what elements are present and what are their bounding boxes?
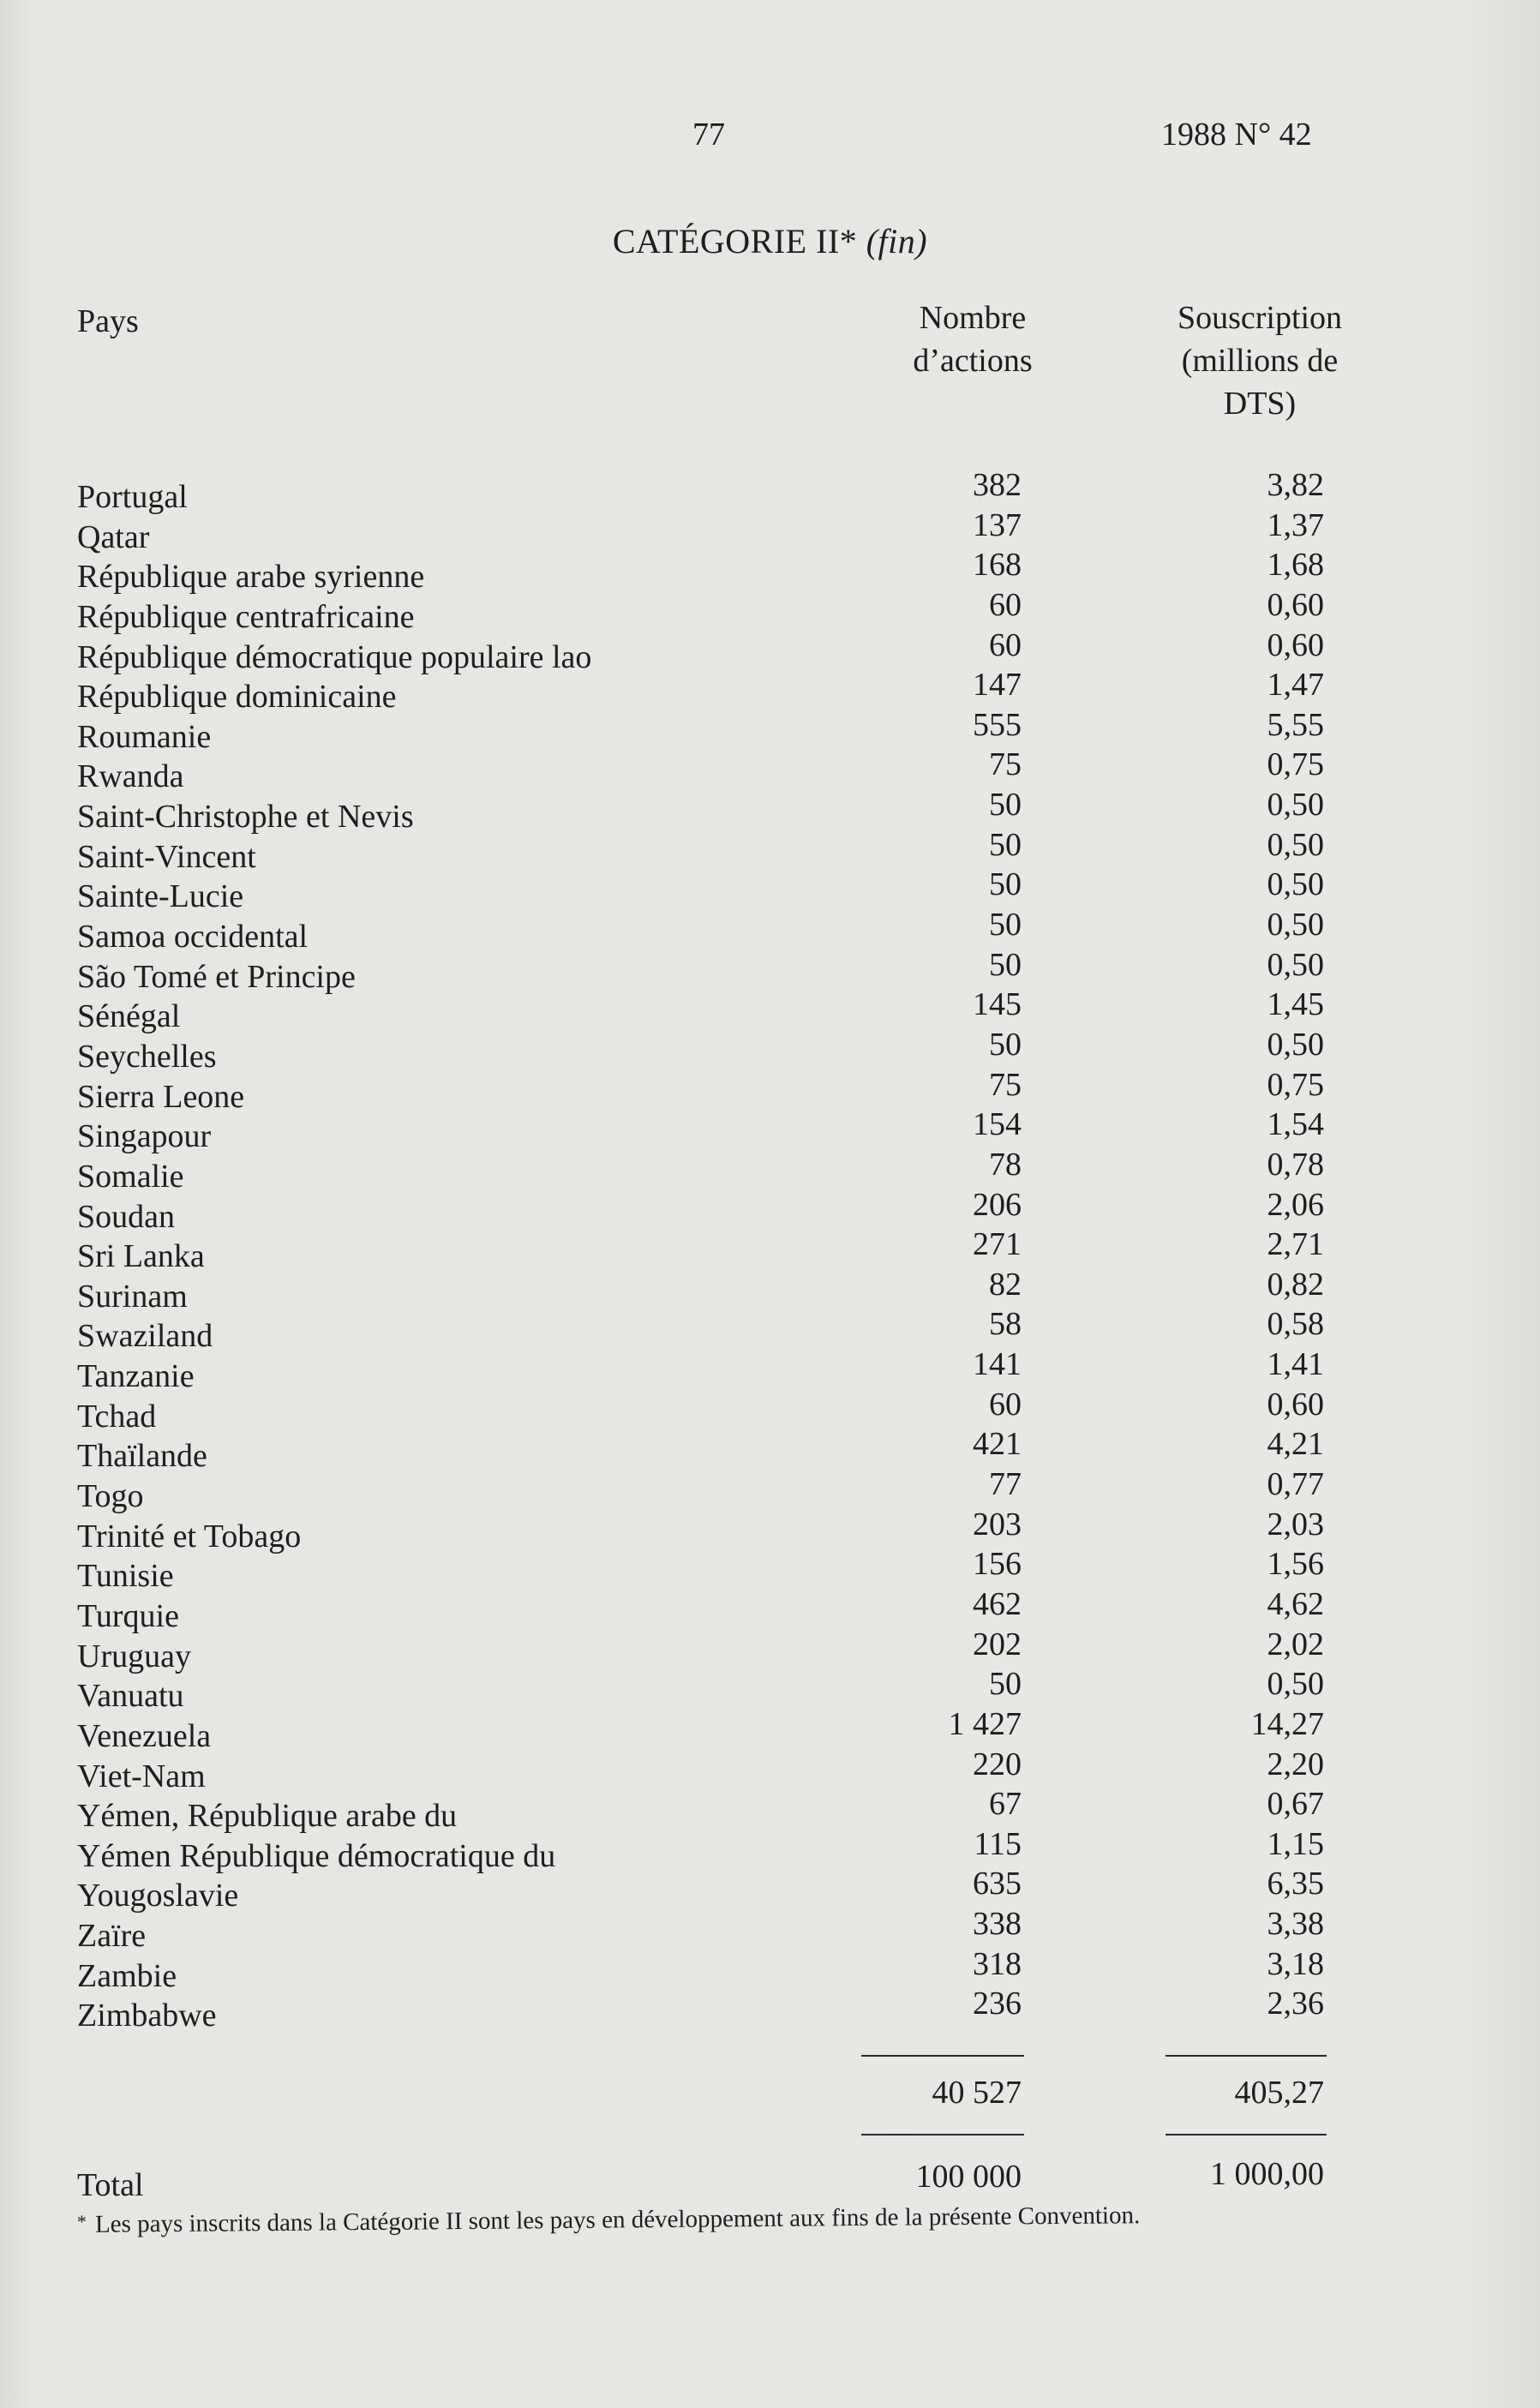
subscription-value: 0,50 (1267, 907, 1324, 943)
shares-value: 60 (989, 626, 1022, 663)
footnote (77, 2201, 1141, 2239)
column-header-subscription-line1: Souscription (1177, 300, 1343, 336)
shares-value: 202 (973, 1626, 1022, 1662)
subscription-value: 2,02 (1267, 1626, 1324, 1662)
country-name: Singapour (77, 1118, 212, 1155)
country-name: Tchad (77, 1398, 157, 1435)
shares-value: 78 (989, 1146, 1022, 1183)
section-title-sub: (fin) (866, 222, 928, 261)
subtotal-subscription: 405,27 (1234, 2075, 1324, 2111)
subscription-value: 3,82 (1267, 467, 1324, 503)
country-name: Saint-Vincent (77, 838, 256, 875)
country-name: République arabe syrienne (77, 559, 425, 596)
subscription-value: 0,75 (1267, 1066, 1324, 1103)
footnote-text: Les pays inscrits dans la Catégorie II sont les pays en développement aux fins de la présente Convention. (94, 2201, 1141, 2238)
subscription-value: 3,38 (1267, 1906, 1324, 1943)
country-name: Yémen République démocratique du (77, 1837, 556, 1874)
country-name: Samoa occidental (77, 919, 309, 955)
subscription-value: 0,60 (1267, 626, 1324, 663)
subscription-value: 0,77 (1267, 1466, 1324, 1503)
subscription-value: 14,27 (1250, 1705, 1324, 1742)
country-name: Vanuatu (77, 1678, 184, 1715)
shares-value: 206 (973, 1186, 1022, 1223)
shares-value: 67 (989, 1786, 1022, 1823)
subscription-value: 0,60 (1267, 1386, 1324, 1423)
country-name: Surinam (77, 1278, 188, 1315)
shares-value: 58 (989, 1306, 1022, 1343)
column-header-subscription-line3: DTS) (1223, 386, 1297, 422)
country-name: Qatar (77, 518, 150, 555)
country-name: Seychelles (77, 1038, 217, 1075)
country-name: Yougoslavie (77, 1878, 239, 1914)
country-name: Somalie (77, 1158, 184, 1195)
total-shares: 100 000 (915, 2159, 1022, 2195)
country-name: Sainte-Lucie (77, 878, 244, 915)
shares-value: 156 (973, 1546, 1022, 1583)
subscription-value: 2,71 (1267, 1226, 1324, 1263)
country-name: Yémen, République arabe du (77, 1798, 458, 1835)
table-row (0, 1986, 1540, 2037)
subscription-value: 0,50 (1267, 866, 1324, 903)
section-title (0, 221, 1540, 261)
total-label: Total (77, 2167, 144, 2203)
subscription-value: 2,36 (1267, 1986, 1324, 2022)
country-name: Turquie (77, 1597, 179, 1634)
total-subscription: 1 000,00 (1210, 2156, 1324, 2192)
shares-value: 50 (989, 787, 1022, 824)
subscription-value: 5,55 (1267, 706, 1324, 743)
shares-value: 60 (989, 1386, 1022, 1423)
shares-value: 50 (989, 866, 1022, 903)
country-name: Tanzanie (77, 1358, 195, 1395)
shares-value: 318 (973, 1945, 1022, 1982)
shares-value: 168 (973, 547, 1022, 584)
shares-value: 75 (989, 746, 1022, 783)
shares-value: 236 (973, 1986, 1022, 2022)
country-name: Swaziland (77, 1318, 213, 1355)
country-name: Trinité et Tobago (77, 1518, 302, 1554)
subscription-value: 0,50 (1267, 1026, 1324, 1063)
country-table (0, 467, 1540, 2037)
shares-value: 338 (973, 1906, 1022, 1943)
section-title-main: CATÉGORIE II* (612, 222, 858, 261)
shares-value: 77 (989, 1466, 1022, 1503)
country-name: République centrafricaine (77, 598, 415, 635)
subscription-value: 1,37 (1267, 506, 1324, 543)
country-name: Portugal (77, 479, 188, 515)
shares-value: 50 (989, 1026, 1022, 1063)
subscription-value: 0,60 (1267, 586, 1324, 623)
shares-value: 203 (973, 1506, 1022, 1542)
shares-value: 145 (973, 986, 1022, 1023)
subscription-value: 3,18 (1267, 1945, 1324, 1982)
subscription-value: 0,50 (1267, 826, 1324, 863)
subscription-value: 0,58 (1267, 1306, 1324, 1343)
footnote-mark: * (76, 2210, 87, 2232)
subscription-value: 2,20 (1267, 1746, 1324, 1782)
subscription-value: 1,15 (1267, 1825, 1324, 1862)
shares-value: 154 (973, 1106, 1022, 1143)
subscription-value: 1,45 (1267, 986, 1324, 1023)
shares-value: 50 (989, 826, 1022, 863)
subscription-value: 1,68 (1267, 547, 1324, 584)
subscription-value: 6,35 (1267, 1866, 1324, 1902)
country-name: Togo (77, 1478, 144, 1515)
subscription-value: 0,67 (1267, 1786, 1324, 1823)
subscription-value: 0,50 (1267, 787, 1324, 824)
shares-value: 1 427 (948, 1705, 1022, 1742)
shares-value: 137 (973, 506, 1022, 543)
subscription-value: 0,82 (1267, 1266, 1324, 1303)
shares-value: 462 (973, 1585, 1022, 1622)
country-name: Zaïre (77, 1918, 147, 1955)
shares-value: 50 (989, 907, 1022, 943)
shares-value: 50 (989, 946, 1022, 983)
country-name: Sénégal (77, 998, 181, 1035)
country-name: Zimbabwe (77, 1998, 217, 2034)
shares-value: 60 (989, 586, 1022, 623)
country-name: Tunisie (77, 1558, 174, 1595)
subscription-value: 2,03 (1267, 1506, 1324, 1542)
subscription-value: 4,21 (1267, 1426, 1324, 1463)
country-name: Roumanie (77, 718, 212, 755)
subscription-value: 0,50 (1267, 946, 1324, 983)
shares-value: 147 (973, 667, 1022, 704)
journal-reference: 1988 N° 42 (1161, 117, 1312, 153)
subscription-value: 0,78 (1267, 1146, 1324, 1183)
shares-value: 50 (989, 1666, 1022, 1703)
subscription-value: 2,06 (1267, 1186, 1324, 1223)
shares-value: 382 (973, 467, 1022, 503)
country-name: São Tomé et Principe (77, 958, 356, 995)
subscription-value: 0,75 (1267, 746, 1324, 783)
country-name: Viet-Nam (77, 1758, 206, 1794)
total-rule-subscription (1165, 2134, 1327, 2135)
country-name: Rwanda (77, 758, 184, 795)
page-number: 77 (692, 117, 725, 153)
shares-value: 220 (973, 1746, 1022, 1782)
subscription-value: 1,54 (1267, 1106, 1324, 1143)
subscription-value: 1,47 (1267, 667, 1324, 704)
subtotal-rule-shares (861, 2055, 1024, 2057)
column-header-shares (866, 297, 1080, 382)
country-name: Sierra Leone (77, 1078, 245, 1115)
country-name: Soudan (77, 1198, 175, 1235)
shares-value: 82 (989, 1266, 1022, 1303)
country-name: Uruguay (77, 1638, 191, 1674)
column-header-subscription (1131, 297, 1388, 425)
country-name: Thaïlande (77, 1438, 207, 1475)
subtotal-shares: 40 527 (932, 2075, 1022, 2111)
column-header-shares-line2: d’actions (913, 343, 1033, 379)
subscription-value: 4,62 (1267, 1585, 1324, 1622)
subtotal-rule-subscription (1165, 2055, 1327, 2057)
subscription-value: 1,56 (1267, 1546, 1324, 1583)
column-header-country: Pays (77, 303, 139, 339)
country-name: République démocratique populaire lao (77, 638, 592, 675)
country-name: Zambie (77, 1957, 177, 1994)
country-name: République dominicaine (77, 679, 397, 716)
shares-value: 141 (973, 1346, 1022, 1383)
shares-value: 635 (973, 1866, 1022, 1902)
subscription-value: 1,41 (1267, 1346, 1324, 1383)
shares-value: 271 (973, 1226, 1022, 1263)
shares-value: 555 (973, 706, 1022, 743)
country-name: Saint-Christophe et Nevis (77, 799, 414, 836)
total-rule-shares (861, 2134, 1024, 2135)
shares-value: 421 (973, 1426, 1022, 1463)
column-header-subscription-line2: (millions de (1181, 343, 1339, 379)
country-name: Venezuela (77, 1717, 212, 1754)
column-header-shares-line1: Nombre (919, 300, 1027, 336)
subscription-value: 0,50 (1267, 1666, 1324, 1703)
shares-value: 115 (974, 1825, 1022, 1862)
country-name: Sri Lanka (77, 1238, 205, 1275)
shares-value: 75 (989, 1066, 1022, 1103)
